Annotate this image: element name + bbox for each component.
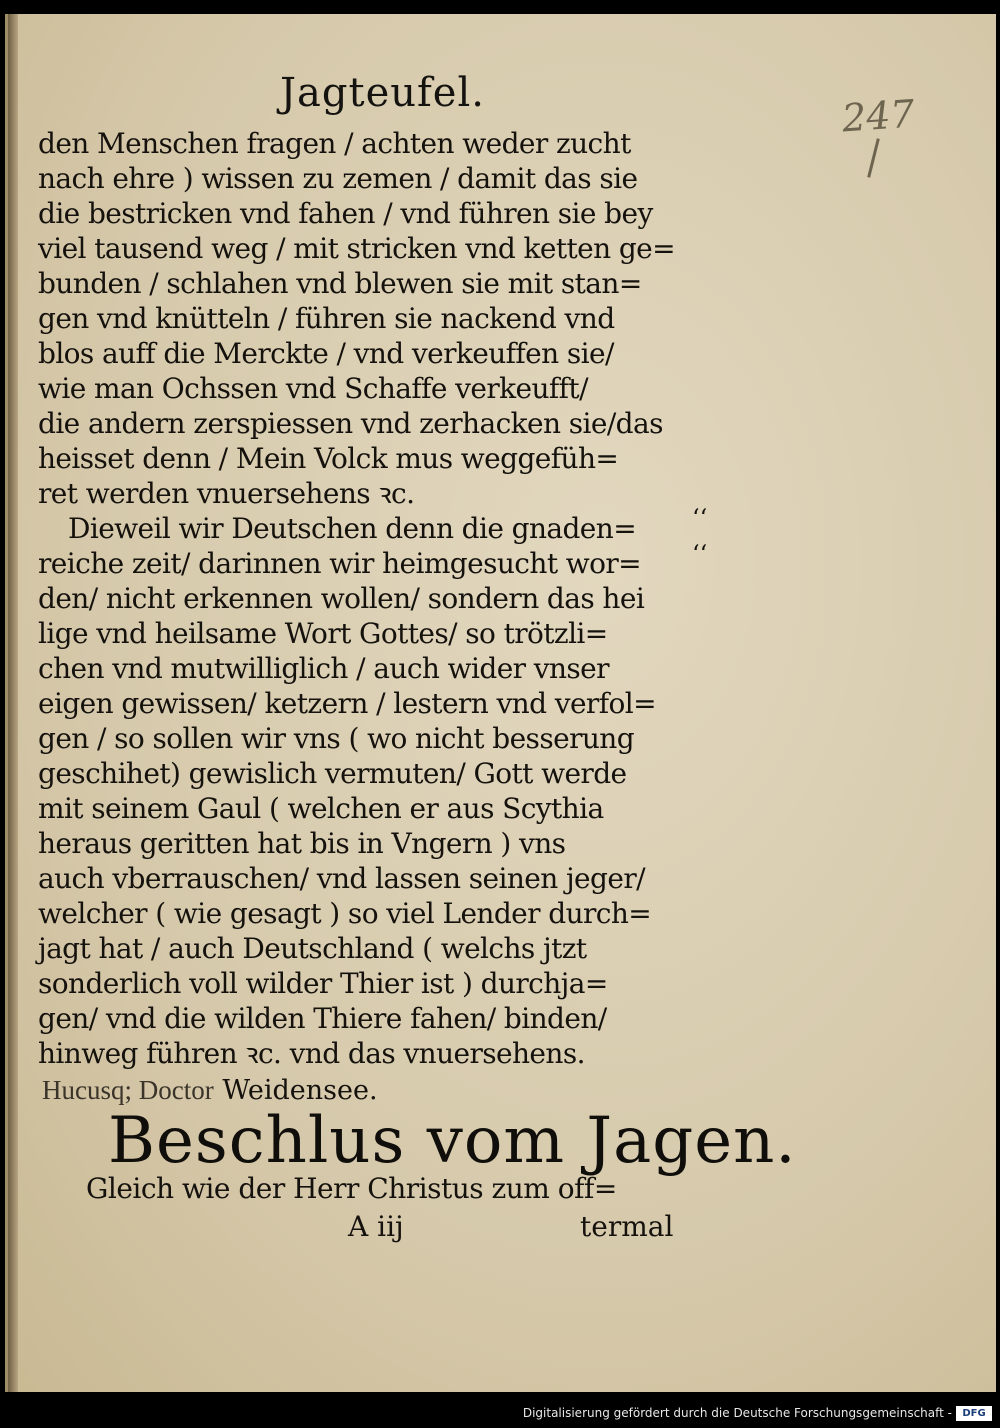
attribution-name: Weidensee.	[222, 1075, 378, 1106]
continuation-line: Gleich wie der Herr Christus zum off=	[86, 1172, 617, 1205]
text-line: blos auff die Merckte / vnd verkeuffen sie/	[38, 337, 614, 370]
attribution-latin: Hucusq; Doctor	[42, 1075, 214, 1105]
signature-mark: A iij	[348, 1210, 404, 1243]
paragraph-line: den/ nicht erkennen wollen/ sondern das hei	[38, 582, 645, 615]
text-line: bunden / schlahen vnd blewen sie mit stan=	[38, 267, 642, 300]
paragraph-line: gen / so sollen wir vns ( wo nicht besserung	[38, 722, 635, 755]
text-line: den Menschen fragen / achten weder zucht	[38, 127, 631, 160]
section-heading: Beschlus vom Jagen.	[108, 1104, 797, 1178]
dfg-logo: DFG	[956, 1406, 992, 1421]
paragraph-line: mit seinem Gaul ( welchen er aus Scythia	[38, 792, 604, 825]
quote-mark: ‘‘	[692, 504, 708, 532]
paragraph-line: heraus geritten hat bis in Vngern ) vns	[38, 827, 566, 860]
paragraph-line: gen/ vnd die wilden Thiere fahen/ binden/	[38, 1002, 607, 1035]
text-line: viel tausend weg / mit stricken vnd ketten ge=	[38, 232, 676, 265]
running-title: Jagteufel.	[280, 70, 485, 116]
paragraph-line: lige vnd heilsame Wort Gottes/ so trötzli=	[38, 617, 608, 650]
paragraph-line: chen vnd mutwilliglich / auch wider vnser	[38, 652, 609, 685]
catchword: termal	[580, 1210, 674, 1243]
paragraph-line: hinweg führen ꝛc. vnd das vnuersehens.	[38, 1037, 585, 1070]
paragraph-line: eigen gewissen/ ketzern / lestern vnd verfol=	[38, 687, 656, 720]
funding-credit: Digitalisierung gefördert durch die Deutsche Forschungsgemeinschaft -	[522, 1406, 952, 1420]
paragraph-line: sonderlich voll wilder Thier ist ) durchja=	[38, 967, 608, 1000]
margin-quote-marks	[692, 500, 707, 572]
book-page	[5, 14, 996, 1392]
text-line: heisset denn / Mein Volck mus weggefüh=	[38, 442, 619, 475]
paragraph-line: Dieweil wir Deutschen denn die gnaden=	[68, 512, 637, 545]
folio-number: 247	[840, 91, 916, 141]
text-line: ret werden vnuersehens ꝛc.	[38, 477, 415, 510]
footer-bar	[0, 1392, 1000, 1428]
text-line: nach ehre ) wissen zu zemen / damit das sie	[38, 162, 638, 195]
paragraph-line: geschihet) gewislich vermuten/ Gott werde	[38, 757, 627, 790]
text-line: gen vnd knütteln / führen sie nackend vnd	[38, 302, 615, 335]
paragraph-line: auch vberrauschen/ vnd lassen seinen jeger/	[38, 862, 645, 895]
text-line: die bestricken vnd fahen / vnd führen sie bey	[38, 197, 653, 230]
paragraph-line: welcher ( wie gesagt ) so viel Lender durch=	[38, 897, 652, 930]
quote-mark: ‘‘	[692, 540, 708, 568]
paragraph-line: reiche zeit/ darinnen wir heimgesucht wor=	[38, 547, 642, 580]
page-gutter	[8, 14, 18, 1392]
text-line: die andern zerspiessen vnd zerhacken sie/das	[38, 407, 663, 440]
text-line: wie man Ochssen vnd Schaffe verkeufft/	[38, 372, 588, 405]
paragraph-line: jagt hat / auch Deutschland ( welchs jtzt	[38, 932, 587, 965]
main-text-block	[38, 126, 698, 1109]
